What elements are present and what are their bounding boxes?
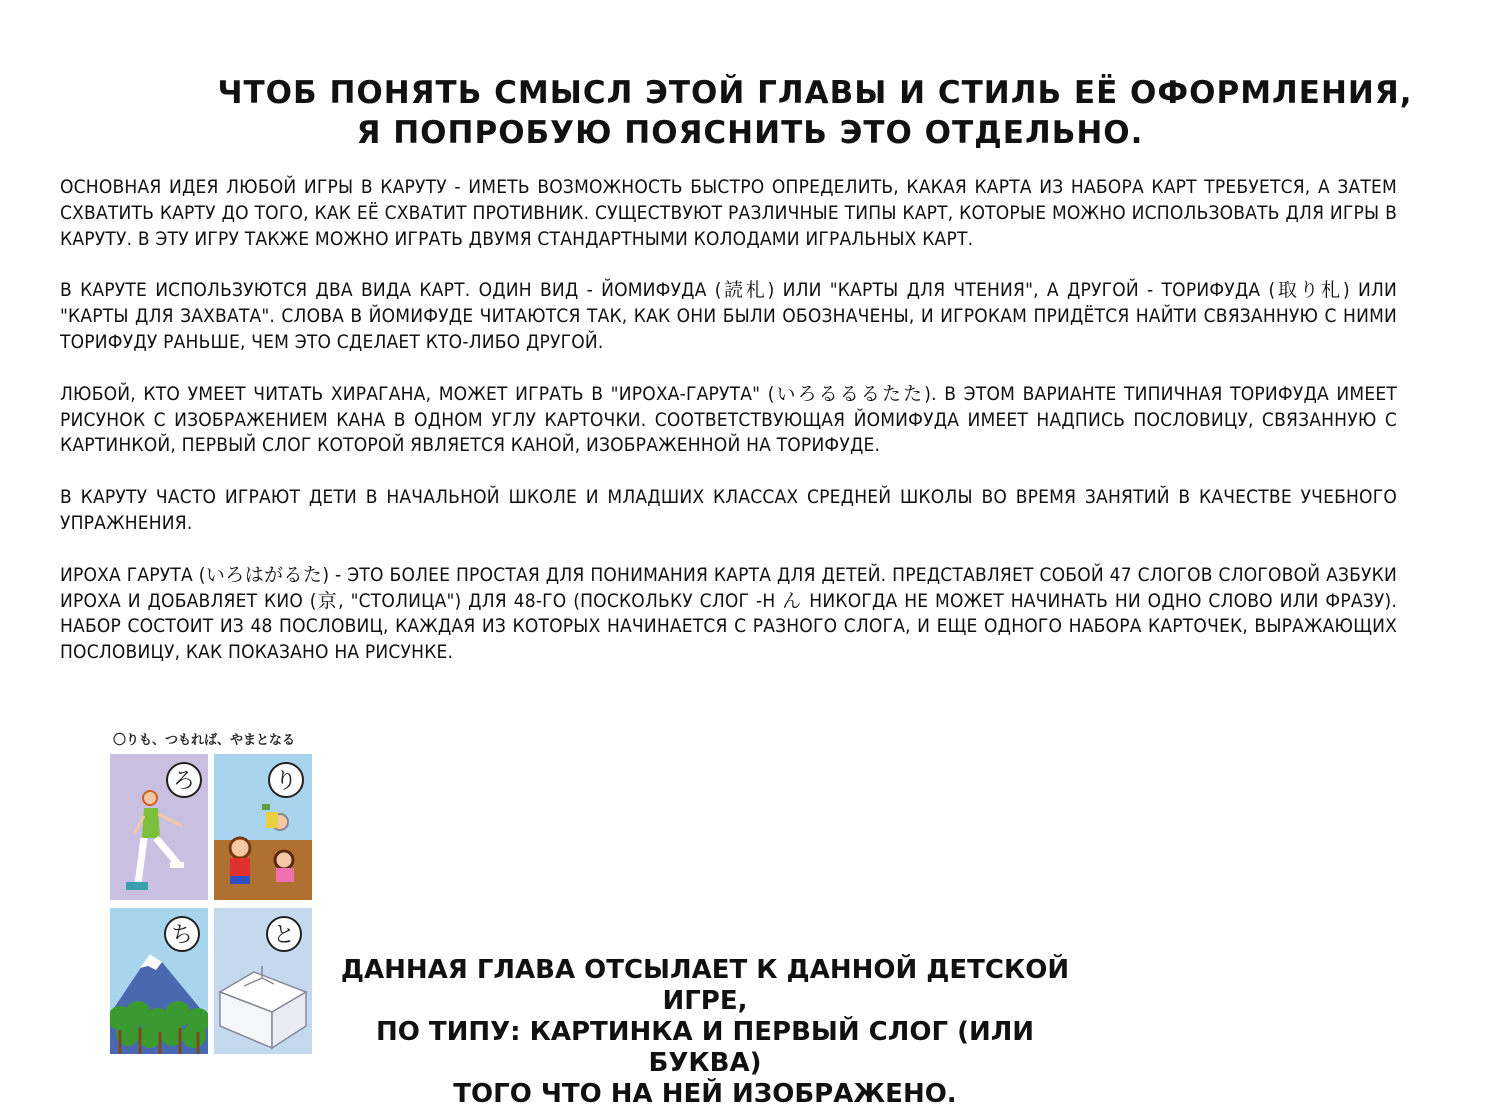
- box-illustration: [214, 908, 312, 1054]
- children-playing-illustration: [214, 754, 312, 900]
- card-kana: り: [274, 769, 298, 794]
- heading-line-1: ЧТОБ ПОНЯТЬ СМЫСЛ ЭТОЙ ГЛАВЫ И СТИЛЬ ЕЁ ОФОРМЛЕНИЯ,: [217, 75, 1413, 111]
- footer-note: [320, 955, 1090, 1110]
- paragraph-4: В КАРУТУ ЧАСТО ИГРАЮТ ДЕТИ В НАЧАЛЬНОЙ ШКОЛЕ И МЛАДШИХ КЛАССАХ СРЕДНЕЙ ШКОЛЫ ВО ВРЕМЯ ЗАНЯТИЙ В КАЧЕСТВЕ УЧЕБНОГО УПРАЖНЕНИЯ.: [60, 486, 1397, 534]
- paragraph-2: В КАРУТЕ ИСПОЛЬЗУЮТСЯ ДВА ВИДА КАРТ. ОДИН ВИД - ЙОМИФУДА (読札) ИЛИ "КАРТЫ ДЛЯ ЧТЕНИЯ", А ДРУГОЙ - ТОРИФУДА (取り札) ИЛИ "КАРТЫ ДЛЯ ЗАХВАТА". СЛОВА В ЙОМИФУДЕ ЧИТАЮТСЯ ТАК, КАК ОНИ БЫЛИ ОБОЗНАЧЕНЫ, И ИГРОКАМ ПРИДЁТСЯ НАЙТИ СВЯЗАННУЮ С НИМИ ТОРИФУДУ РАНЬШЕ, ЧЕМ ЭТО СДЕЛАЕТ КТО-ЛИБО ДРУГОЙ.: [60, 279, 1397, 353]
- karuta-card-ri: [214, 754, 312, 900]
- card-kana: ろ: [172, 769, 196, 794]
- paragraph-3: ЛЮБОЙ, КТО УМЕЕТ ЧИТАТЬ ХИРАГАНА, МОЖЕТ ИГРАТЬ В "ИРОХА-ГАРУТА" (いろるるるたた). В ЭТОМ ВАРИАНТЕ ТИПИЧНАЯ ТОРИФУДА ИМЕЕТ РИСУНОК С ИЗОБРАЖЕНИЕМ КАНА В ОДНОМ УГЛУ КАРТОЧКИ. СООТВЕТСТВУЮЩАЯ ЙОМИФУДА ИМЕЕТ НАДПИСЬ ПОСЛОВИЦУ, СВЯЗАННУЮ С КАРТИНКОЙ, ПЕРВЫЙ СЛОГ КОТОРОЙ ЯВЛЯЕТСЯ КАНОЙ, ИЗОБРАЖЕННОЙ НА ТОРИФУДЕ.: [60, 382, 1397, 457]
- card-kana: ち: [170, 923, 194, 948]
- mountain-trees-illustration: [110, 908, 208, 1054]
- footer-line-3: ТОГО ЧТО НА НЕЙ ИЗОБРАЖЕНО.: [453, 1079, 957, 1109]
- footer-line-1: ДАННАЯ ГЛАВА ОТСЫЛАЕТ К ДАННОЙ ДЕТСКОЙ ИГРЕ,: [340, 955, 1070, 1016]
- footer-line-2: ПО ТИПУ: КАРТИНКА И ПЕРВЫЙ СЛОГ (ИЛИ БУКВА): [375, 1017, 1035, 1078]
- heading-line-2: Я ПОПРОБУЮ ПОЯСНИТЬ ЭТО ОТДЕЛЬНО.: [356, 115, 1144, 151]
- karuta-card-chi: [110, 908, 208, 1054]
- figure-caption: 〇りも、つもれば、やまとなる: [113, 733, 296, 748]
- card-kana: と: [272, 923, 296, 948]
- karuta-card-to: [214, 908, 312, 1054]
- body-text: [60, 175, 1397, 692]
- karuta-cards: [110, 754, 314, 1054]
- paragraph-5: ИРОХА ГАРУТА (いろはがるた) - ЭТО БОЛЕЕ ПРОСТАЯ ДЛЯ ПОНИМАНИЯ КАРТА ДЛЯ ДЕТЕЙ. ПРЕДСТАВЛЯЕТ СОБОЙ 47 СЛОГОВ СЛОГОВОЙ АЗБУКИ ИРОХА И ДОБАВЛЯЕТ КИО (京, "СТОЛИЦА") ДЛЯ 48-ГО (ПОСКОЛЬКУ СЛОГ -Н ん НИКОГДА НЕ МОЖЕТ НАЧИНАТЬ НИ ОДНО СЛОВО ИЛИ ФРАЗУ). НАБОР СОСТОИТ ИЗ 48 ПОСЛОВИЦ, КАЖДАЯ ИЗ КОТОРЫХ НАЧИНАЕТСЯ С РАЗНОГО СЛОГА, И ЕЩЕ ОДНОГО НАБОРА КАРТОЧЕК, ВЫРАЖАЮЩИХ ПОСЛОВИЦУ, КАК ПОКАЗАНО НА РИСУНКЕ.: [60, 563, 1397, 664]
- paragraph-1: ОСНОВНАЯ ИДЕЯ ЛЮБОЙ ИГРЫ В КАРУТУ - ИМЕТЬ ВОЗМОЖНОСТЬ БЫСТРО ОПРЕДЕЛИТЬ, КАКАЯ КАРТА ИЗ НАБОРА КАРТ ТРЕБУЕТСЯ, А ЗАТЕМ СХВАТИТЬ КАРТУ ДО ТОГО, КАК ЕЁ СХВАТИТ ПРОТИВНИК. СУЩЕСТВУЮТ РАЗЛИЧНЫЕ ТИПЫ КАРТ, КОТОРЫЕ МОЖНО ИСПОЛЬЗОВАТЬ ДЛЯ ИГРЫ В КАРУТУ. В ЭТУ ИГРУ ТАКЖЕ МОЖНО ИГРАТЬ ДВУМЯ СТАНДАРТНЫМИ КОЛОДАМИ ИГРАЛЬНЫХ КАРТ.: [60, 176, 1397, 250]
- karuta-card-ro: [110, 754, 208, 900]
- walking-person-illustration: [110, 754, 208, 900]
